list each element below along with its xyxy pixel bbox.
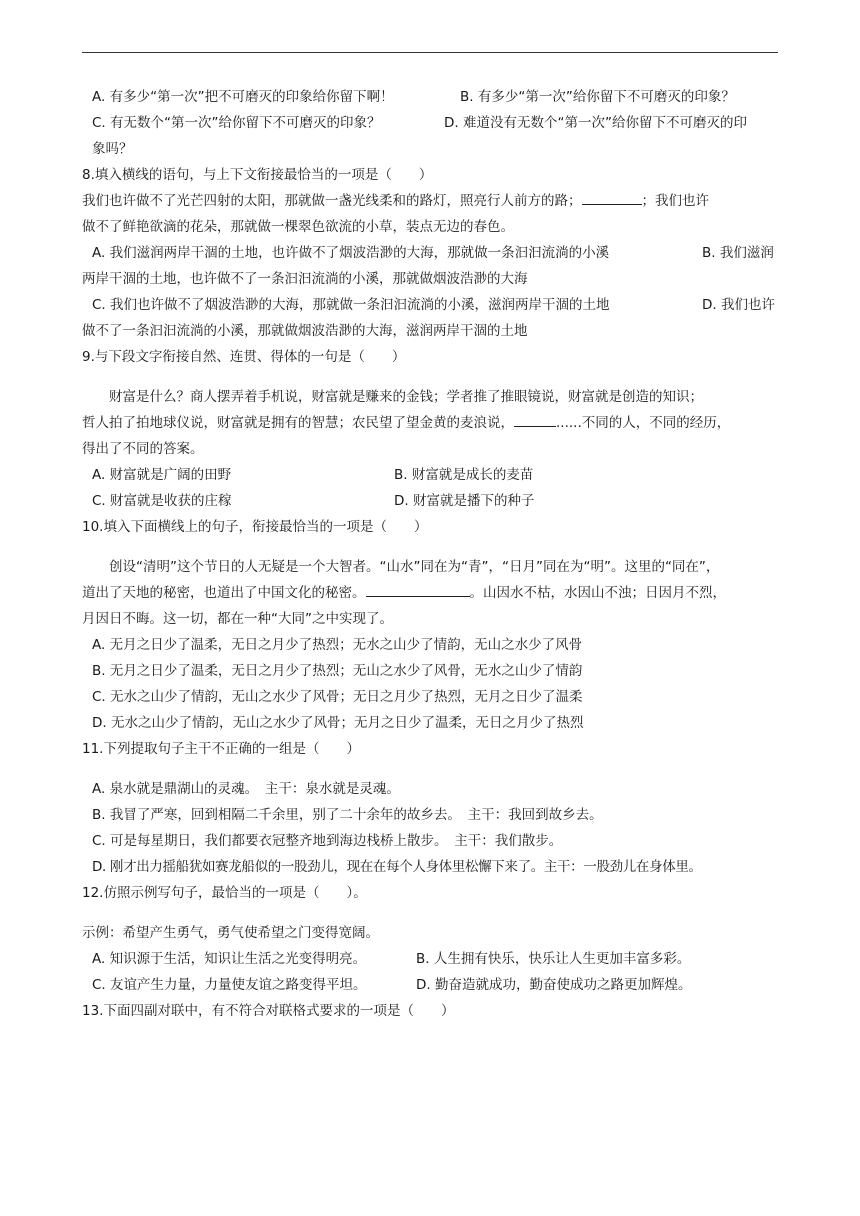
spacer [82, 370, 782, 384]
q12-example: 示例：希望产生勇气，勇气使希望之门变得宽阔。 [82, 925, 379, 941]
q7-options-row-2 [82, 110, 782, 136]
q9-option-c: C. 财富就是收获的庄稼 [92, 493, 232, 509]
q8-options-row-1 [82, 240, 782, 266]
q11-option-b: B. 我冒了严寒，回到相隔二千余里，别了二十余年的故乡去。 主干：我回到故乡去。 [92, 807, 603, 823]
q10-para-2b: 。山因水不枯，水因山不浊；日因月不烈， [469, 585, 726, 601]
q8-option-d-cont: 做不了一条汩汩流淌的小溪，那就做烟波浩渺的大海，滋润两岸干涸的土地 [82, 323, 528, 339]
q10-option-a: A. 无月之日少了温柔，无日之月少了热烈；无水之山少了情韵，无山之水少了风骨 [92, 637, 583, 653]
q9-option-b: B. 财富就是成长的麦苗 [394, 467, 534, 483]
q9-option-a: A. 财富就是广阔的田野 [92, 467, 232, 483]
header-rule [82, 52, 778, 53]
q11-stem: 11.下列提取句子主干不正确的一组是（ ） [82, 741, 360, 757]
spacer [82, 540, 782, 554]
q9-para-line-1: 财富是什么？商人摆弄着手机说，财富就是赚来的金钱；学者推了推眼镜说，财富就是创造的知识； [109, 389, 703, 405]
q12-stem: 12.仿照示例写句子，最恰当的一项是（ ）。 [82, 885, 367, 901]
q8-option-a: A. 我们滋润两岸干涸的土地，也许做不了烟波浩渺的大海，那就做一条汩汩流淌的小溪 [92, 245, 610, 261]
q8-fill-blank [582, 190, 642, 205]
q10-stem: 10.填入下面横线上的句子，衔接最恰当的一项是（ ） [82, 519, 428, 535]
q8-option-c: C. 我们也许做不了烟波浩渺的大海，那就做一条汩汩流淌的小溪，滋润两岸干涸的土地 [92, 297, 610, 313]
q7-option-d-cont: 象吗？ [92, 141, 133, 157]
q12-option-a: A. 知识源于生活，知识让生活之光变得明亮。 [92, 951, 367, 967]
q10-option-c: C. 无水之山少了情韵，无山之水少了风骨；无日之月少了热烈，无月之日少了温柔 [92, 689, 583, 705]
q9-option-d: D. 财富就是播下的种子 [394, 493, 535, 509]
q7-option-c: C. 有无数个“第一次”给你留下不可磨灭的印象？ [92, 115, 381, 131]
q12-option-c: C. 友谊产生力量，力量使友谊之路变得平坦。 [92, 977, 367, 993]
q8-text-line-1 [82, 188, 782, 214]
q7-option-a: A. 有多少“第一次”把不可磨灭的印象给你留下啊！ [92, 89, 394, 105]
q11-option-c: C. 可是每星期日，我们都要衣冠整齐地到海边栈桥上散步。 主干：我们散步。 [92, 833, 563, 849]
q8-option-b: B. 我们滋润 [702, 245, 774, 261]
q10-fill-blank [366, 582, 470, 597]
q9-para-2b: ......不同的人，不同的经历， [556, 415, 731, 431]
q7-options-row-1 [82, 84, 782, 110]
q12-option-b: B. 人生拥有快乐，快乐让人生更加丰富多彩。 [416, 951, 691, 967]
q9-options-row-2 [82, 488, 782, 514]
q11-option-a: A. 泉水就是鼎湖山的灵魂。 主干：泉水就是灵魂。 [92, 781, 400, 797]
spacer [82, 762, 782, 776]
q7-option-b: B. 有多少“第一次”给你留下不可磨灭的印象？ [460, 89, 735, 105]
q10-option-d: D. 无水之山少了情韵，无山之水少了风骨；无月之日少了温柔，无日之月少了热烈 [92, 715, 584, 731]
q12-options-row-2 [82, 972, 782, 998]
q7-option-d: D. 难道没有无数个“第一次”给你留下不可磨灭的印 [444, 115, 747, 131]
q8-text-1a: 我们也许做不了光芒四射的太阳，那就做一盏光线柔和的路灯，照亮行人前方的路； [82, 193, 582, 209]
exam-page [82, 84, 782, 1024]
q9-options-row-1 [82, 462, 782, 488]
q9-para-line-2 [82, 410, 782, 436]
q10-para-line-1: 创设“清明”这个节日的人无疑是一个大智者。“山水”同在为“青”，“日月”同在为“明”。这里的“同在”， [109, 559, 720, 575]
spacer [82, 906, 782, 920]
q8-text-1b: ；我们也许 [641, 193, 709, 209]
q12-option-d: D. 勤奋造就成功，勤奋使成功之路更加辉煌。 [416, 977, 692, 993]
q10-option-b: B. 无月之日少了温柔，无日之月少了热烈；无山之水少了风骨，无水之山少了情韵 [92, 663, 583, 679]
q8-option-b-cont: 两岸干涸的土地，也许做不了一条汩汩流淌的小溪，那就做烟波浩渺的大海 [82, 271, 528, 287]
q11-option-d: D. 刚才出力摇船犹如赛龙船似的一股劲儿，现在在每个人身体里松懈下来了。主干：一股劲儿在身体里。 [92, 859, 702, 875]
q9-stem: 9.与下段文字衔接自然、连贯、得体的一句是（ ） [82, 349, 406, 365]
q9-fill-blank [514, 412, 556, 427]
q8-options-row-2 [82, 292, 782, 318]
q10-para-line-3: 月因日不晦。这一切，都在一种“大同”之中实现了。 [82, 611, 393, 627]
q8-text-line-2: 做不了鲜艳欲滴的花朵，那就做一棵翠色欲流的小草，装点无边的春色。 [82, 219, 514, 235]
q12-options-row-1 [82, 946, 782, 972]
q13-stem: 13.下面四副对联中，有不符合对联格式要求的一项是（ ） [82, 1003, 455, 1019]
q9-para-2a: 哲人拍了拍地球仪说，财富就是拥有的智慧；农民望了望金黄的麦浪说， [82, 415, 514, 431]
q8-option-d: D. 我们也许 [702, 297, 775, 313]
q8-stem: 8.填入横线的语句，与上下文衔接最恰当的一项是（ ） [82, 167, 433, 183]
q10-para-line-2 [82, 580, 782, 606]
q10-para-2a: 道出了天地的秘密，也道出了中国文化的秘密。 [82, 585, 366, 601]
q9-para-line-3: 得出了不同的答案。 [82, 441, 204, 457]
